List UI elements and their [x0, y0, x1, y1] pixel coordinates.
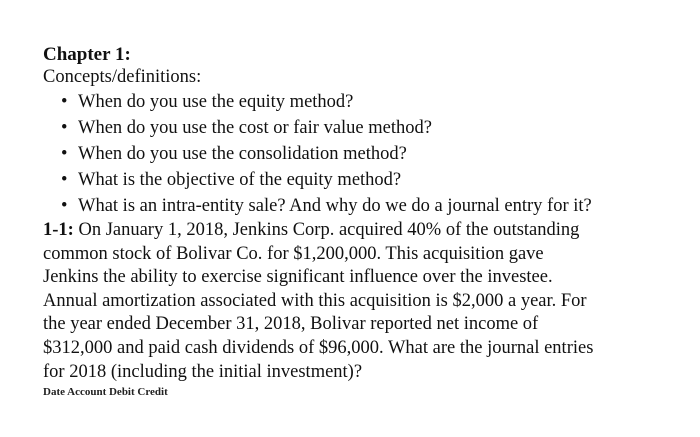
problem-line: On January 1, 2018, Jenkins Corp. acquired 40% of the outstanding	[78, 220, 580, 240]
concepts-heading: Concepts/definitions:	[43, 67, 202, 87]
problem-line: Jenkins the ability to exercise significant influence over the investee.	[43, 267, 553, 288]
concept-question-text: When do you use the consolidation method?	[78, 144, 407, 164]
problem-number: 1-1:	[43, 220, 74, 240]
concept-question-text: What is an intra-entity sale? And why do we do a journal entry for it?	[78, 196, 592, 216]
concept-question	[59, 141, 683, 167]
concept-question	[59, 115, 683, 141]
bullet-icon: •	[61, 144, 68, 164]
concept-question	[59, 89, 683, 115]
bullet-icon: •	[61, 170, 68, 190]
problem-1-1	[43, 219, 668, 384]
concept-question-text: When do you use the equity method?	[78, 92, 354, 112]
problem-line: Annual amortization associated with this acquisition is $2,000 a year. For	[43, 290, 587, 311]
bullet-icon: •	[61, 118, 68, 138]
concept-question-text: What is the objective of the equity method?	[78, 170, 402, 190]
chapter-title: Chapter 1:	[43, 44, 131, 65]
concept-question	[59, 167, 683, 193]
bullet-icon: •	[61, 92, 68, 112]
journal-table-header: Date Account Debit Credit	[43, 386, 168, 399]
problem-line: for 2018 (including the initial investment)?	[43, 361, 363, 382]
concept-question	[59, 193, 683, 219]
concept-question-list	[43, 89, 683, 219]
problem-line: common stock of Bolivar Co. for $1,200,000. This acquisition gave	[43, 243, 544, 264]
bullet-icon: •	[61, 196, 68, 216]
problem-line: $312,000 and paid cash dividends of $96,000. What are the journal entries	[43, 337, 594, 358]
concept-question-text: When do you use the cost or fair value method?	[78, 118, 432, 138]
document	[43, 44, 683, 399]
problem-line: the year ended December 31, 2018, Bolivar reported net income of	[43, 314, 539, 335]
